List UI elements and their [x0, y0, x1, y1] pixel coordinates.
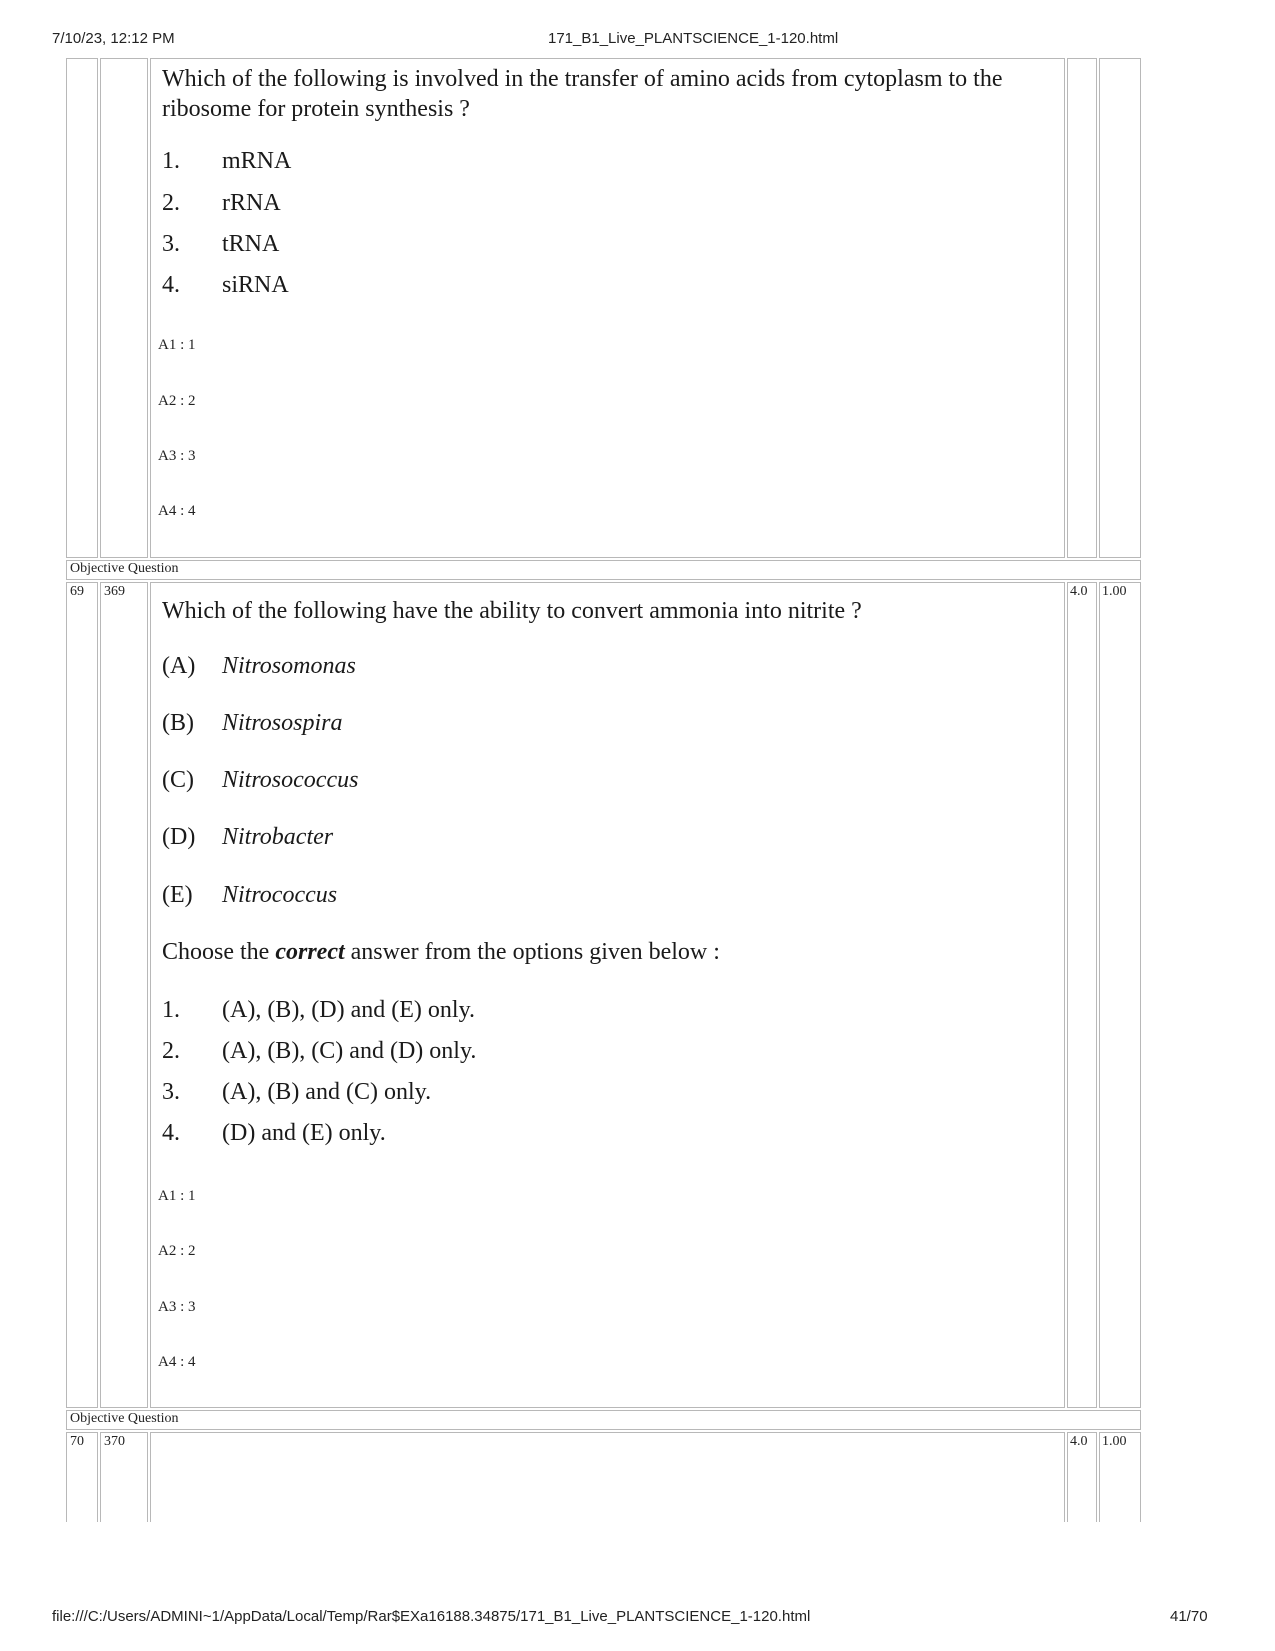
question-cell [150, 1432, 1065, 1522]
question-type-row [66, 560, 1141, 580]
question-text: Which of the following is involved in the transfer of amino acids from cytoplasm to the ribosome for protein synthesis ? [162, 66, 1003, 122]
question-id: 369 [104, 584, 125, 599]
neg-marks-cell [1099, 582, 1141, 1408]
answer-key-2: A2 : 2 [158, 1243, 196, 1259]
print-datetime: 7/10/23, 12:12 PM [52, 30, 175, 47]
question-id: 370 [104, 1434, 125, 1449]
marks-value: 4.0 [1070, 584, 1088, 599]
answer-key-1: A1 : 1 [158, 1188, 196, 1204]
choose-instruction: Choose the correct answer from the options given below : [162, 939, 720, 965]
answer-key-4: A4 : 4 [158, 503, 196, 519]
marks-value: 4.0 [1070, 1434, 1088, 1449]
neg-marks-value: 1.00 [1102, 584, 1127, 599]
neg-marks-cell [1099, 58, 1141, 558]
answer-key-3: A3 : 3 [158, 448, 196, 464]
serial-number: 69 [70, 584, 84, 599]
print-file-path: file:///C:/Users/ADMINI~1/AppData/Local/Temp/Rar$EXa16188.34875/171_B1_Live_PLANTSCIENCE_1-120.html [52, 1608, 811, 1625]
qid-cell [100, 58, 148, 558]
sno-cell [66, 58, 98, 558]
question-cell [150, 58, 1065, 558]
marks-cell [1067, 58, 1097, 558]
answer-key-4: A4 : 4 [158, 1354, 196, 1370]
question-type-row [66, 1410, 1141, 1430]
sno-cell [66, 582, 98, 1408]
neg-marks-value: 1.00 [1102, 1434, 1127, 1449]
print-file-title: 171_B1_Live_PLANTSCIENCE_1-120.html [548, 30, 839, 47]
question-type-label: Objective Question [70, 1411, 179, 1426]
marks-cell [1067, 582, 1097, 1408]
question-type-label: Objective Question [70, 561, 179, 576]
question-text: Which of the following have the ability to convert ammonia into nitrite ? [162, 598, 862, 624]
serial-number: 70 [70, 1434, 84, 1449]
page-number: 41/70 [1170, 1608, 1208, 1625]
answer-key-3: A3 : 3 [158, 1299, 196, 1315]
answer-key-1: A1 : 1 [158, 337, 196, 353]
question-cell [150, 582, 1065, 1408]
answer-key-2: A2 : 2 [158, 393, 196, 409]
qid-cell [100, 582, 148, 1408]
